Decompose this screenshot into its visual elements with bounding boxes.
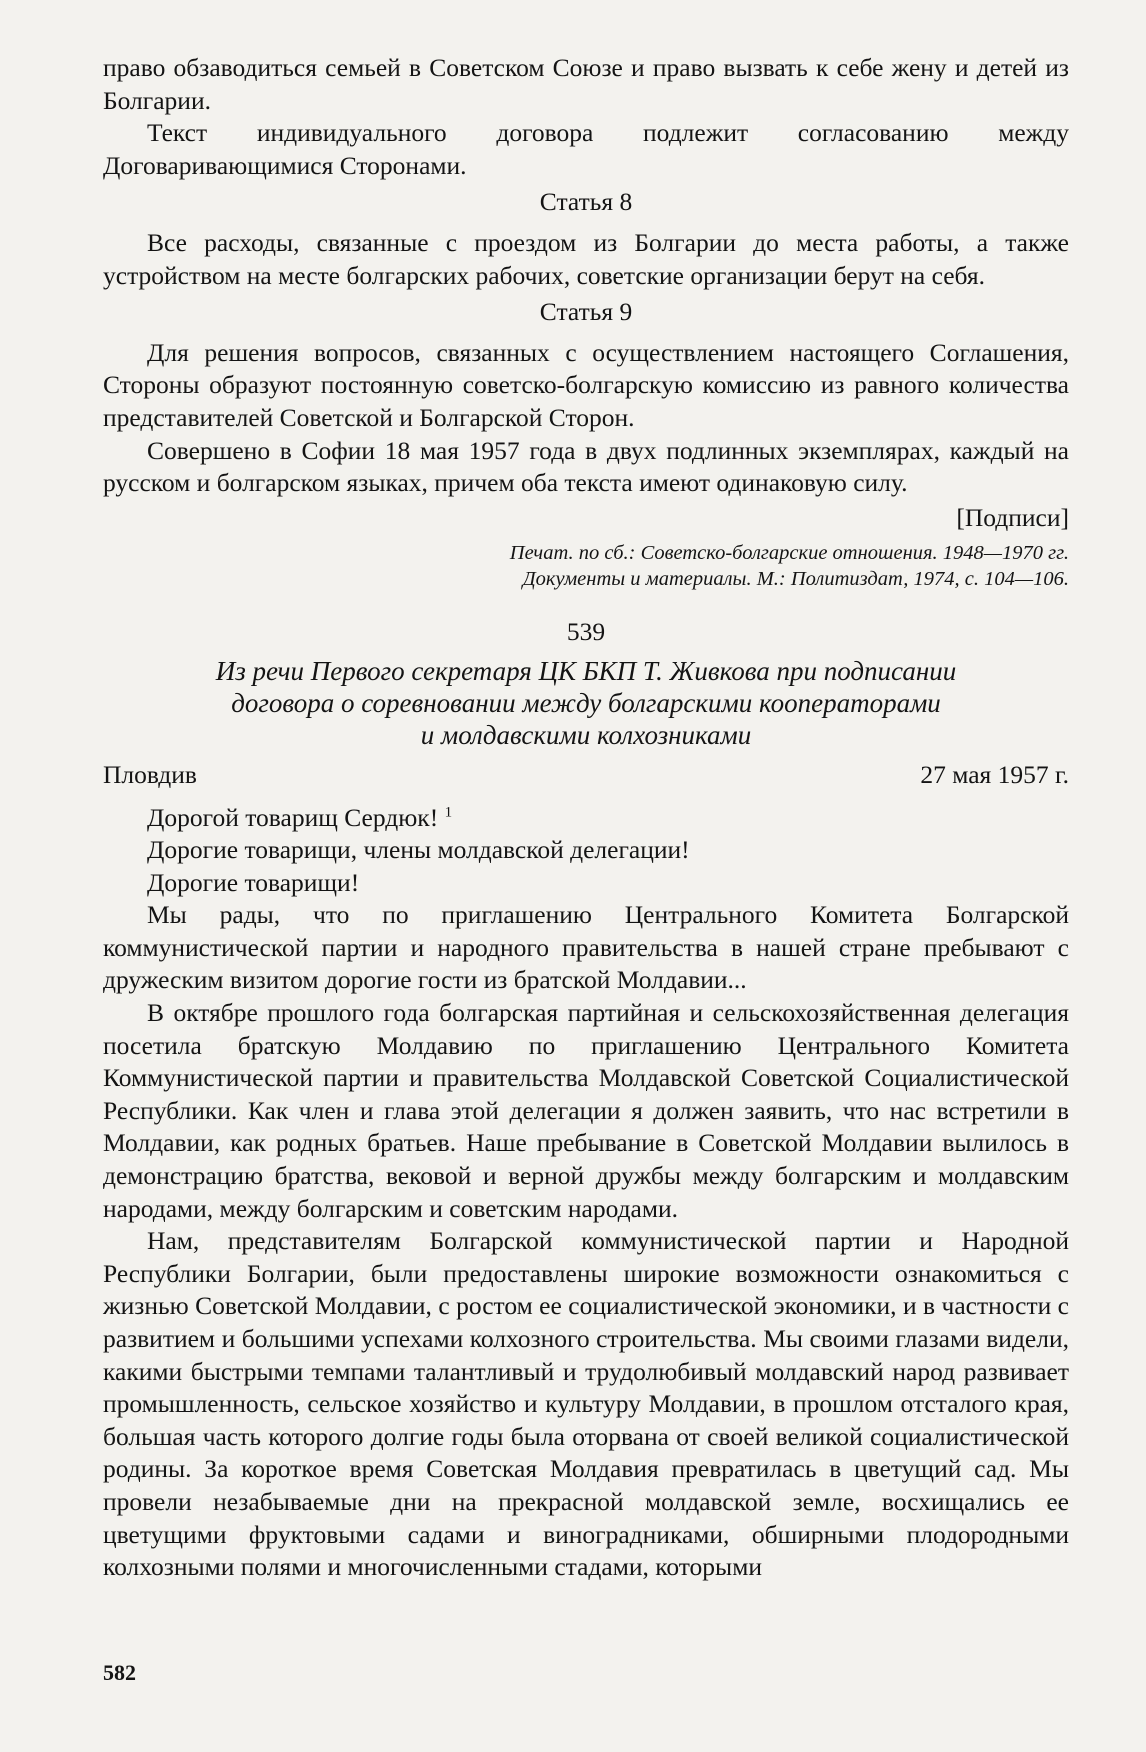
signatures: [Подписи] — [956, 502, 1069, 532]
document-title — [103, 655, 1069, 751]
page-number: 582 — [103, 1660, 136, 1685]
article-8-heading: Статья 8 — [539, 187, 633, 217]
title-line-2: договора о соревновании между болгарскими кооператорами — [231, 687, 941, 718]
greeting-3: Дорогие товарищи! — [147, 867, 360, 897]
document-number: 539 — [566, 617, 606, 647]
greeting-2: Дорогие товарищи, члены молдавской делегации! — [147, 835, 690, 865]
article-9-heading: Статья 9 — [539, 297, 633, 327]
place-date-line — [103, 759, 1069, 792]
speech-paragraph-3: Нам, представителям Болгарской коммунистической партии и Народной Республики Болгарии, были предоставлены широкие возможности ознакомиться с жизнью Советской Молдавии, с ростом ее социалистической экономики, и в частности с развитием и большими успехами колхозного строительства. Мы своими глазами видели, какими быстрыми темпами талантливый и трудолюбивый молдавский народ развивает промышленность, сельское хозяйство и культуру Молдавии, в прошлом отсталого края, большая часть которого долгие годы была оторвана от своей великой социалистической родины. За короткое время Советская Молдавия превратилась в цветущий сад. Мы провели незабываемые дни на прекрасной молдавской земле, восхищались ее цветущими фруктовыми садами и виноградниками, обширными плодородными колхозными полями и многочисленными стадами, которыми — [103, 1226, 1069, 1582]
title-line-1: Из речи Первого секретаря ЦК БКП Т. Живкова при подписании — [215, 655, 957, 686]
source-line-1: Печат. по сб.: Советско-болгарские отношения. 1948—1970 гг. — [509, 542, 1069, 565]
page-content — [103, 52, 1069, 1584]
place: Пловдив — [103, 759, 197, 789]
date: 27 мая 1957 г. — [920, 759, 1069, 789]
source-citation — [103, 540, 1069, 592]
greeting-1 — [103, 802, 1069, 835]
greeting-1-text: Дорогой товарищ Сердюк! — [147, 802, 439, 832]
article-9-text: Для решения вопросов, связанных с осуществлением настоящего Соглашения, Стороны образуют постоянную советско-болгарскую комиссию из равного количества представителей Советской и Болгарской Сторон. — [103, 337, 1069, 432]
intro-paragraph-2: Текст индивидуального договора подлежит согласованию между Договаривающимися Сторонами. — [103, 118, 1069, 180]
closing-paragraph: Совершено в Софии 18 мая 1957 года в двух подлинных экземплярах, каждый на русском и болгарском языках, причем оба текста имеют одинаковую силу. — [103, 435, 1069, 498]
intro-paragraph-1: право обзаводиться семьей в Советском Союзе и право вызвать к себе жену и детей из Болгарии. — [103, 53, 1069, 115]
article-8-text: Все расходы, связанные с проездом из Болгарии до места работы, а также устройством на месте болгарских рабочих, советские организации берут на себя. — [103, 227, 1069, 290]
title-line-3: и молдавскими колхозниками — [420, 719, 752, 750]
speech-paragraph-2: В октябре прошлого года болгарская партийная и сельскохозяйственная делегация посетила братскую Молдавию по приглашению Центрального Комитета Коммунистической партии и правительства Молдавской Советской Социалистической Республики. Как член и глава этой делегации я должен заявить, что нас встретили в Молдавии, как родных братьев. Наше пребывание в Советской Молдавии вылилось в демонстрацию братства, вековой и верной дружбы между болгарским и молдавским народами, между болгарским и советским народами. — [103, 998, 1069, 1223]
speech-paragraph-1: Мы рады, что по приглашению Центрального Комитета Болгарской коммунистической партии и народного правительства в нашей стране пребывают с дружеским визитом дорогие гости из братской Молдавии... — [103, 900, 1069, 995]
footnote-marker: 1 — [444, 804, 453, 820]
source-line-2: Документы и материалы. М.: Политиздат, 1974, с. 104—106. — [522, 568, 1069, 591]
